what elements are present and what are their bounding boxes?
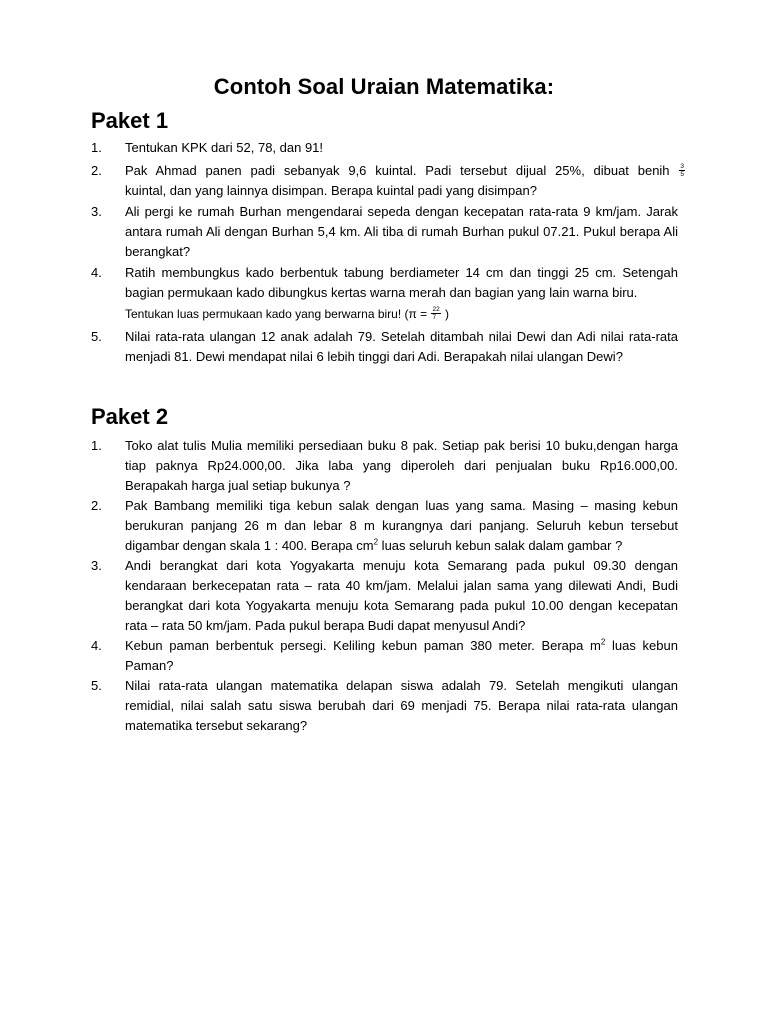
fraction bbox=[431, 306, 440, 321]
item-text: Kebun paman berbentuk persegi. Keliling kebun paman 380 meter. Berapa m bbox=[125, 638, 601, 653]
item-number: 2. bbox=[91, 498, 102, 513]
list-item bbox=[91, 138, 678, 158]
list-item bbox=[91, 161, 684, 201]
fraction-numerator: 22 bbox=[432, 306, 440, 314]
item-text-continued: luas kebun Paman? bbox=[125, 638, 678, 673]
paket-2-heading: Paket 2 bbox=[91, 404, 169, 429]
item-text: Pak Bambang memiliki tiga kebun salak dengan luas yang sama. Masing – masing kebun berukuran panjang 26 m dan lebar 8 m kurangnya dari panjang. Seluruh kebun tersebut digambar dengan skala 1 : 400. Berapa cm bbox=[125, 498, 678, 553]
list-item bbox=[91, 636, 678, 676]
paket-1-heading: Paket 1 bbox=[91, 108, 169, 133]
item-text: Nilai rata-rata ulangan 12 anak adalah 79. Setelah ditambah nilai Dewi dan Adi nilai rata-rata menjadi 81. Dewi mendapat nilai 6 lebih tinggi dari Adi. Berapakah nilai ulangan Dewi? bbox=[125, 329, 678, 364]
list-item bbox=[91, 327, 678, 367]
item-text: Andi berangkat dari kota Yogyakarta menuju kota Semarang pada pukul 09.30 dengan kendaraan berkecepatan rata – rata 40 km/jam. Melalui jalan sama yang dilewati Andi, Budi berangkat dari kota Yogyakarta menuju kota Semarang pada pukul 10.00 dengan kecepatan rata – rata 50 km/jam. Pada pukul berapa Budi dapat menyusul Andi? bbox=[125, 558, 678, 633]
item-number: 1. bbox=[91, 438, 102, 453]
item-number: 2. bbox=[91, 163, 102, 178]
list-item bbox=[91, 436, 678, 496]
item-number: 1. bbox=[91, 140, 102, 155]
item-number: 4. bbox=[91, 638, 102, 653]
page-title: Contoh Soal Uraian Matematika: bbox=[213, 74, 555, 99]
list-item bbox=[91, 676, 678, 736]
paket-2-list bbox=[91, 436, 678, 736]
item-number: 4. bbox=[91, 265, 102, 280]
item-text-continued: kuintal, dan yang lainnya disimpan. Berapa kuintal padi yang disimpan? bbox=[125, 183, 537, 198]
superscript: 2 bbox=[373, 537, 379, 547]
superscript: 2 bbox=[600, 637, 606, 647]
list-item bbox=[91, 556, 678, 636]
item-text: Ali pergi ke rumah Burhan mengendarai sepeda dengan kecepatan rata-rata 9 km/jam. Jarak antara rumah Ali dengan Burhan 5,4 km. Ali tiba di rumah Burhan pukul 07.21. Pukul berapa Ali berangkat? bbox=[125, 204, 678, 259]
fraction bbox=[679, 163, 685, 178]
fraction-numerator: 3 bbox=[680, 163, 684, 171]
item-number: 5. bbox=[91, 329, 102, 344]
item-text-continued: Tentukan luas permukaan kado yang berwarna biru! (π = bbox=[125, 307, 428, 321]
item-number: 3. bbox=[91, 204, 102, 219]
item-number: 5. bbox=[91, 678, 102, 693]
item-text: Pak Ahmad panen padi sebanyak 9,6 kuintal. Padi tersebut dijual 25%, dibuat benih bbox=[125, 163, 670, 178]
list-item bbox=[91, 202, 678, 262]
item-text: Tentukan KPK dari 52, 78, dan 91! bbox=[125, 140, 324, 155]
list-item bbox=[91, 496, 678, 556]
item-number: 3. bbox=[91, 558, 102, 573]
item-text: Toko alat tulis Mulia memiliki persediaan buku 8 pak. Setiap pak berisi 10 buku,dengan harga tiap paknya Rp24.000,00. Jika laba yang diperoleh dari penjualan buku Rp16.000,00. Berapakah harga jual setiap bukunya ? bbox=[125, 438, 678, 493]
item-text: Nilai rata-rata ulangan matematika delapan siswa adalah 79. Setelah mengikuti ulangan remidial, nilai salah satu siswa berubah dari 69 menjadi 75. Berapa nilai rata-rata ulangan matematika tersebut sekarang? bbox=[125, 678, 678, 733]
paket-1-list bbox=[91, 138, 684, 367]
list-item bbox=[91, 263, 678, 324]
closing-paren: ) bbox=[445, 307, 450, 321]
fraction-denominator: 5 bbox=[680, 171, 684, 179]
fraction-denominator: 7 bbox=[432, 314, 437, 322]
item-text-continued: luas seluruh kebun salak dalam gambar ? bbox=[378, 538, 623, 553]
item-text: Ratih membungkus kado berbentuk tabung berdiameter 14 cm dan tinggi 25 cm. Setengah bagian permukaan kado dibungkus kertas warna merah dan bagian yang lain warna biru. bbox=[125, 265, 678, 300]
